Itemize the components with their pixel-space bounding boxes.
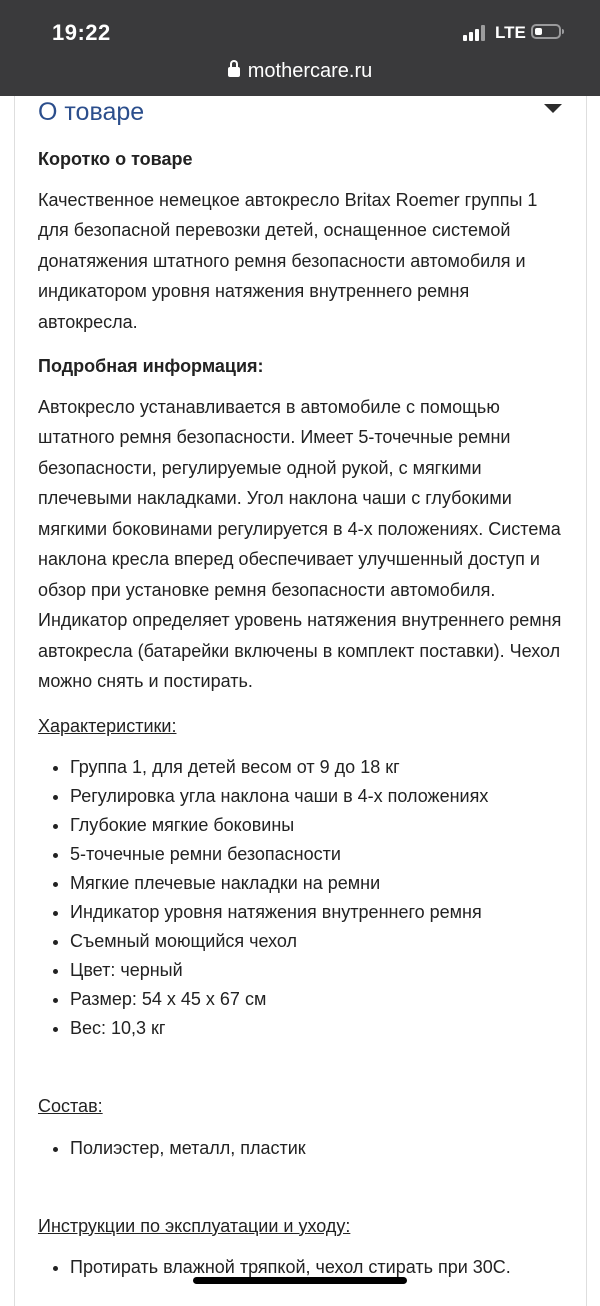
short-info-heading: Коротко о товаре	[38, 149, 193, 169]
list-item: • 5-точечные ремни безопасности	[70, 840, 566, 869]
status-bar	[0, 0, 600, 96]
url-text: mothercare.ru	[247, 60, 373, 82]
home-indicator[interactable]	[193, 1277, 407, 1284]
list-item: • Размер: 54 х 45 х 67 см	[70, 985, 566, 1014]
list-item: • Индикатор уровня натяжения внутреннего ремня	[70, 898, 566, 927]
list-item: • Группа 1, для детей весом от 9 до 18 кг	[70, 753, 566, 782]
list-item: • Глубокие мягкие боковины	[70, 811, 566, 840]
list-item: • Протирать влажной тряпкой, чехол стирать при 30С.	[70, 1253, 566, 1282]
details-text: Автокресло устанавливается в автомобиле с помощью штатного ремня безопасности. Имеет 5-точечные ремни безопасности, регулируемые одной рукой, с мягкими плечевыми накладками. Угол наклона чаши с глубокими мягкими боковинами регулируется в 4-х положениях. Система наклона кресла вперед обеспечивает улучшенный доступ и обзор при установке ремня безопасности автомобиля. Индикатор определяет уровень натяжения внутреннего ремня автокресла (батарейки включены в комплект поставки). Чехол можно снять и постирать.	[38, 396, 562, 691]
list-item: • Мягкие плечевые накладки на ремни	[70, 869, 566, 898]
composition-heading: Состав:	[38, 1096, 103, 1116]
list-item: • Полиэстер, металл, пластик	[70, 1134, 566, 1163]
details-heading: Подробная информация:	[38, 356, 264, 376]
instructions-heading: Инструкции по эксплуатации и уходу:	[38, 1215, 351, 1236]
address-bar[interactable]	[0, 60, 600, 92]
list-item: • Вес: 10,3 кг	[70, 1014, 566, 1043]
signal-strength-icon	[463, 25, 489, 41]
network-type: LTE	[495, 23, 526, 42]
short-info-text: Качественное немецкое автокресло Britax Roemer группы 1 для безопасной перевозки детей, оснащенное системой донатяжения штатного ремня безопасности автомобиля и индикатором уровня натяжения внутреннего ремня автокресла.	[38, 189, 538, 332]
chevron-down-icon[interactable]	[544, 104, 562, 113]
list-item: • Регулировка угла наклона чаши в 4-х положениях	[70, 782, 566, 811]
section-title[interactable]: О товаре	[38, 98, 145, 126]
characteristics-heading: Характеристики:	[38, 715, 177, 736]
composition-list	[38, 1134, 566, 1163]
characteristics-list	[38, 753, 566, 1043]
list-item: • Съемный моющийся чехол	[70, 927, 566, 956]
lock-icon	[228, 67, 240, 77]
product-description	[38, 140, 566, 1282]
battery-icon	[531, 24, 561, 39]
clock: 19:22	[52, 20, 111, 45]
list-item: • Цвет: черный	[70, 956, 566, 985]
